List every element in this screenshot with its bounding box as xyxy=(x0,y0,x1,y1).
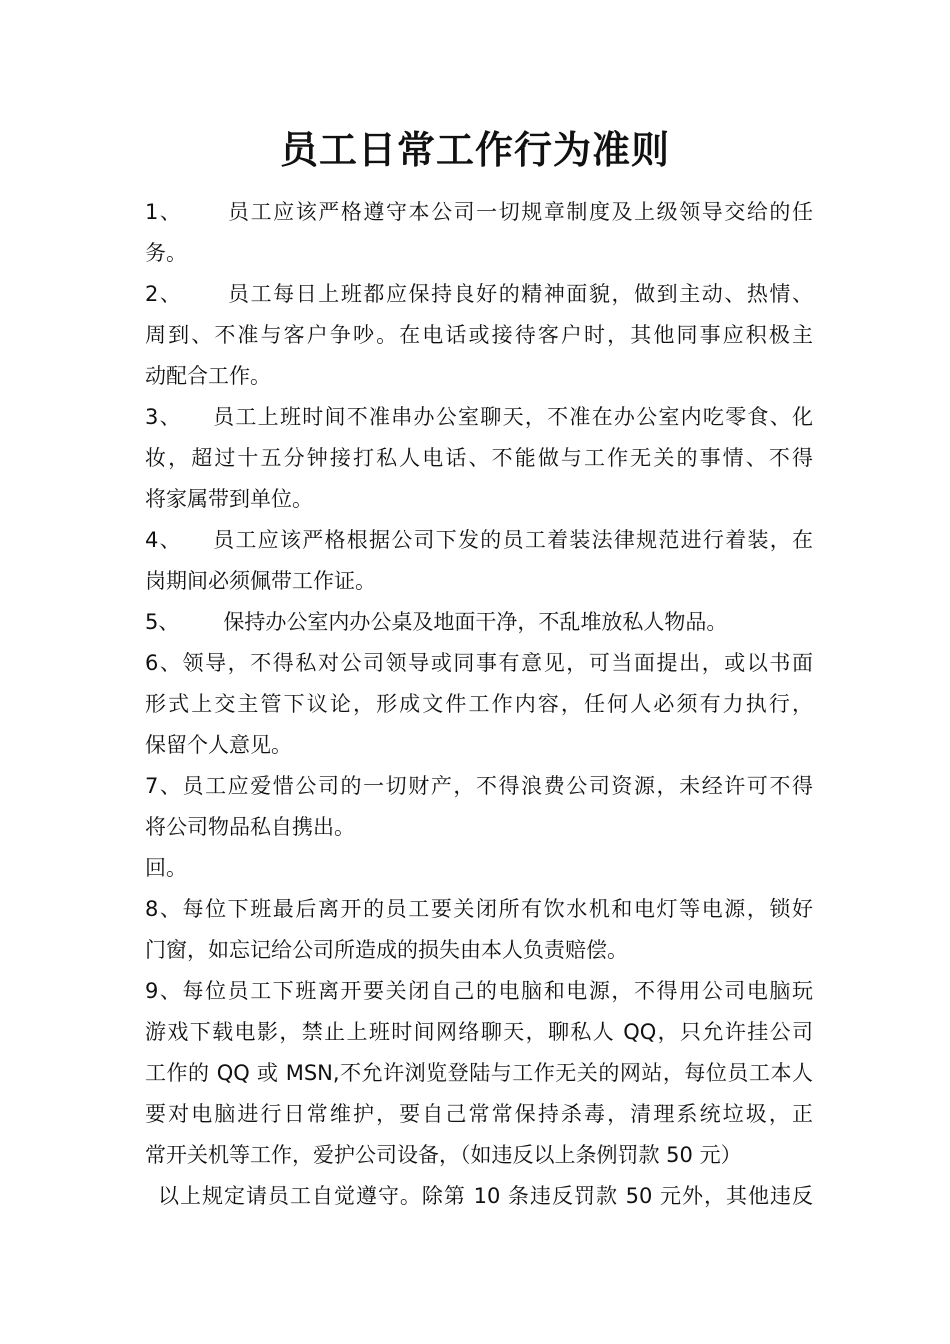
line-text: 9、每位员工下班离开要关闭自己的电脑和电源，不得用公司电脑玩 xyxy=(145,979,813,1003)
text-line xyxy=(145,1176,813,1217)
line-text: 门窗，如忘记给公司所造成的损失由本人负责赔偿。 xyxy=(145,938,628,962)
line-text: 周到、不准与客户争吵。在电话或接待客户时，其他同事应积极主 xyxy=(145,323,813,347)
line-text: 保持办公室内办公桌及地面干净，不乱堆放私人物品。 xyxy=(223,610,728,634)
text-line xyxy=(145,1094,813,1135)
text-line xyxy=(145,807,813,848)
text-line xyxy=(145,315,813,356)
line-text: 员工上班时间不准串办公室聊天，不准在办公室内吃零食、化 xyxy=(211,405,813,429)
text-line xyxy=(145,766,813,807)
text-line xyxy=(145,889,813,930)
text-line xyxy=(145,971,813,1012)
line-text: 6、领导，不得私对公司领导或同事有意见，可当面提出，或以书面 xyxy=(145,651,813,675)
line-text: 形式上交主管下议论，形成文件工作内容，任何人必须有力执行， xyxy=(145,692,813,716)
line-text: 常开关机等工作，爱护公司设备，（如违反以上条例罚款 50 元） xyxy=(145,1143,742,1167)
text-line xyxy=(145,1053,813,1094)
line-text: 以上规定请员工自觉遵守。除第 10 条违反罚款 50 元外，其他违反 xyxy=(157,1184,813,1208)
document-title: 员工日常工作行为准则 xyxy=(279,128,670,172)
text-line xyxy=(145,192,813,233)
item-number: 2、 xyxy=(145,282,183,306)
text-line xyxy=(145,520,813,561)
item-number: 1、 xyxy=(145,200,183,224)
text-line xyxy=(145,233,813,274)
item-number: 5、 xyxy=(145,610,180,634)
line-text: 妆，超过十五分钟接打私人电话、不能做与工作无关的事情、不得 xyxy=(145,446,813,470)
text-line xyxy=(145,725,813,766)
line-text: 员工应该严格根据公司下发的员工着装法律规范进行着装，在 xyxy=(211,528,813,552)
line-text: 将家属带到单位。 xyxy=(145,487,313,511)
text-line xyxy=(145,848,813,889)
document-body xyxy=(145,192,813,1217)
text-line xyxy=(145,643,813,684)
text-line xyxy=(145,1012,813,1053)
line-text: 7、员工应爱惜公司的一切财产，不得浪费公司资源，未经许可不得 xyxy=(145,774,813,798)
text-line xyxy=(145,602,813,643)
text-line xyxy=(145,930,813,971)
line-text: 要对电脑进行日常维护，要自己常常保持杀毒，清理系统垃圾，正 xyxy=(145,1102,813,1126)
text-line xyxy=(145,561,813,602)
item-number: 3、 xyxy=(145,405,182,429)
line-text: 将公司物品私自携出。 xyxy=(145,815,355,839)
text-line xyxy=(145,479,813,520)
text-line xyxy=(145,397,813,438)
line-text: 员工应该严格遵守本公司一切规章制度及上级领导交给的任 xyxy=(226,200,813,224)
line-text: 保留个人意见。 xyxy=(145,733,292,757)
line-text: 回。 xyxy=(145,856,187,880)
text-line xyxy=(145,274,813,315)
line-text: 务。 xyxy=(145,241,187,265)
line-text: 岗期间必须佩带工作证。 xyxy=(145,569,376,593)
text-line xyxy=(145,356,813,397)
text-line xyxy=(145,1135,813,1176)
item-number: 4、 xyxy=(145,528,182,552)
text-line xyxy=(145,684,813,725)
line-text: 员工每日上班都应保持良好的精神面貌，做到主动、热情、 xyxy=(226,282,813,306)
line-text: 工作的 QQ 或 MSN,不允许浏览登陆与工作无关的网站，每位员工本人 xyxy=(145,1061,813,1085)
line-text: 游戏下载电影，禁止上班时间网络聊天，聊私人 QQ，只允许挂公司 xyxy=(145,1020,813,1044)
line-text: 8、每位下班最后离开的员工要关闭所有饮水机和电灯等电源，锁好 xyxy=(145,897,813,921)
text-line xyxy=(145,438,813,479)
line-text: 动配合工作。 xyxy=(145,364,271,388)
